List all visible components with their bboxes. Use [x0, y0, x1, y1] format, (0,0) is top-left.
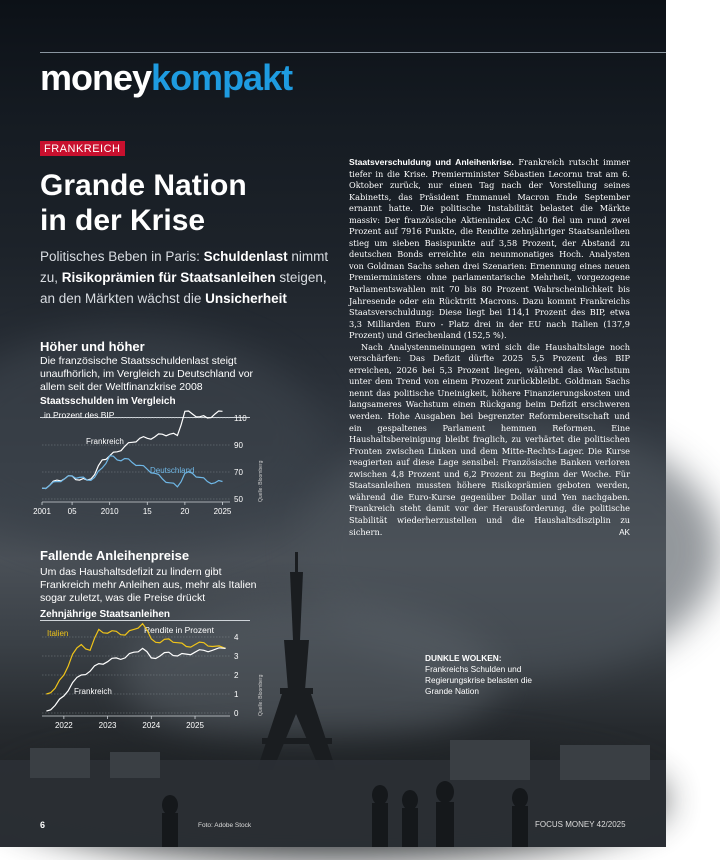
chart2-unit-label: Rendite in Prozent: [144, 625, 214, 635]
chart2-series-label-italien: Italien: [47, 629, 69, 638]
author-initials: AK: [619, 527, 630, 537]
chart1-x-tick-label: 2010: [100, 507, 119, 516]
chart1-description: Die französische Staatsschuldenlast steigt unaufhörlich, im Vergleich zu Deutschland vor allem seit der Weltfinanzkrise 2008: [40, 355, 254, 393]
chart2-source: Quelle: Bloomberg: [258, 674, 264, 716]
chart1-x-tick-label: 20: [180, 507, 190, 516]
headline-line-1: Grande Nation: [40, 169, 247, 202]
logo-money: money: [40, 57, 152, 98]
chart1-x-tick-label: 05: [67, 507, 77, 516]
chart2-yield-chart: [40, 620, 264, 735]
photo-caption: [425, 653, 555, 697]
article-text: Frankreich rutscht immer tiefer in die Krise. Premierminister Sébastien Lecornu trat am 6. Oktober zurück, nur einen Tag nach der Vorstellung seines Kabinetts, das Präsident Emmanuel Macron Ende September ernannt hatte. Die politische Instabilität belastet die Märkte massiv: Der französische Aktienindex CAC 40 fiel um rund zwei Prozent auf 7916 Punkte, die Rendite zehnjähriger Staatsanleihen stieg um sieben Basispunkte auf 3,58 Prozent, der Abstand zu deutschen Bonds erreichte ein neunmonatiges Hoch. Analysten von Goldman Sachs sehen drei Szenarien: Ernennung eines neuen Premierministers ohne parlamentarische Mehrheit, vorgezogene Parlamentswahlen mit 70 bis 80 Prozent Wahrscheinlichkeit bis Jahresende oder ein Rücktritt Macrons. Dazu kommt Frankreichs Staatsverschuldung: Diese liegt bei 114,1 Prozent des BIP, etwa 3,3 Milliarden Euro - Platz drei in der EU nach Italien (137,9 Prozent) und Griechenland (152,5 %).: [349, 157, 630, 341]
chart1-heading: Höher und höher: [40, 339, 145, 354]
lead-emphasis: Unsicherheit: [205, 291, 287, 306]
section-tag: FRANKREICH: [40, 141, 125, 156]
chart2-x-tick-label: 2025: [186, 721, 204, 730]
chart2-x-tick-label: 2022: [54, 721, 73, 730]
photo-credit: Foto: Adobe Stock: [198, 822, 252, 829]
lead-text: steigen, an den Märkten wächst die: [40, 270, 327, 306]
chart2-y-tick-label: 4: [234, 633, 239, 642]
chart1-source: Quelle: Bloomberg: [258, 460, 264, 502]
chart1-x-tick-label: 2025: [213, 507, 232, 516]
chart1-y-tick-label: 70: [234, 468, 243, 477]
article-text: Nach Analystenmeinungen wird sich die Haushaltslage noch verschärfen: Das Defizit dürfte 2025 5,5 Prozent des BIP erreichen, 2026 bei 5,3 Prozent liegen, während das Wachstum unter dem Trend von einem Prozent zurückbleibt. Goldman Sachs nennt das politische Uneinigkeit, höhere Finanzierungskosten und langsameres Wachstum einen Rückgang beim Defizit erschweren werden. Hohe Ausgaben bei begrenzter Reformbereitschaft und ein gespaltenes Parlament hemmen Reformen. Eine Haushaltsbereinigung bleibt fraglich, zu verhärtet die politischen Fronten zwischen Linken und dem Mitte-Rechts-Lager. Die Kurse reagierten auf diese Lage sensibel: Französische Banken verloren zwischen 4,8 Prozent und 6,2 Prozent zu Beginn der Woche. Für Staatsanleihen mussten höhere Risikoprämien geboten werden, während die Euro-Kurse gegenüber Dollar und Yen nachgaben. Frankreich steht damit vor der Herausforderung, die politische Stabilität wiederherzustellen und die Haushaltsdisziplin zu sichern.: [349, 341, 630, 537]
chart2-y-tick-label: 3: [234, 652, 239, 661]
chart1-x-tick-label: 2001: [33, 507, 51, 516]
issue-info: FOCUS MONEY 42/2025: [535, 820, 626, 829]
chart2-y-tick-label: 1: [234, 690, 239, 699]
chart1-debt-chart: [33, 406, 264, 518]
caption-title: DUNKLE WOLKEN:: [425, 653, 502, 663]
logo-kompakt: kompakt: [151, 57, 293, 98]
article-body: [349, 157, 630, 538]
chart2-x-tick-label: 2023: [98, 721, 117, 730]
chart1-x-tick-label: 15: [142, 507, 152, 516]
chart2-y-tick-label: 0: [234, 709, 239, 718]
chart2-series-frankreich-line: [46, 648, 225, 711]
article-kicker: Staatsverschuldung und Anleihenkrise.: [349, 157, 514, 167]
chart2-description: Um das Haushaltsdefizit zu lindern gibt Frankreich mehr Anleihen aus, mehr als Italien sogar zuletzt, was die Preise drückt: [40, 566, 257, 604]
chart2-x-tick-label: 2024: [142, 721, 161, 730]
chart1-y-tick-label: 50: [234, 495, 243, 504]
chart2-title: Zehnjährige Staatsanleihen: [40, 609, 171, 620]
chart1-y-tick-label: 110: [234, 414, 247, 423]
chart2-heading: Fallende Anleihenpreise: [40, 548, 190, 563]
page-number: 6: [40, 820, 46, 830]
chart1-unit-label: in Prozent des BIP: [44, 410, 115, 420]
lead-emphasis: Risikoprämien für Staatsanleihen: [61, 270, 276, 285]
chart1-title: Staatsschulden im Vergleich: [40, 396, 176, 407]
chart2-y-tick-label: 2: [234, 671, 239, 680]
magazine-logo: [40, 58, 292, 98]
chart1-y-tick-label: 90: [234, 441, 243, 450]
chart2-series-label-frankreich: Frankreich: [74, 687, 112, 696]
article-paragraph-1: [349, 157, 630, 342]
chart1-series-label-frankreich: Frankreich: [86, 437, 124, 446]
headline: [40, 168, 330, 238]
chart1-series-label-deutschland: Deutschland: [150, 466, 195, 475]
lead-text: nimmt zu,: [40, 249, 329, 285]
lead-paragraph: [40, 246, 330, 309]
lead-text: Politisches Beben in Paris:: [40, 249, 204, 264]
article-paragraph-2: [349, 342, 630, 538]
lead-emphasis: Schuldenlast: [203, 249, 288, 264]
header-rule: [40, 52, 666, 53]
headline-line-2: in der Krise: [40, 204, 206, 237]
caption-text: Frankreichs Schulden und Regierungskrise belasten die Grande Nation: [425, 664, 533, 696]
